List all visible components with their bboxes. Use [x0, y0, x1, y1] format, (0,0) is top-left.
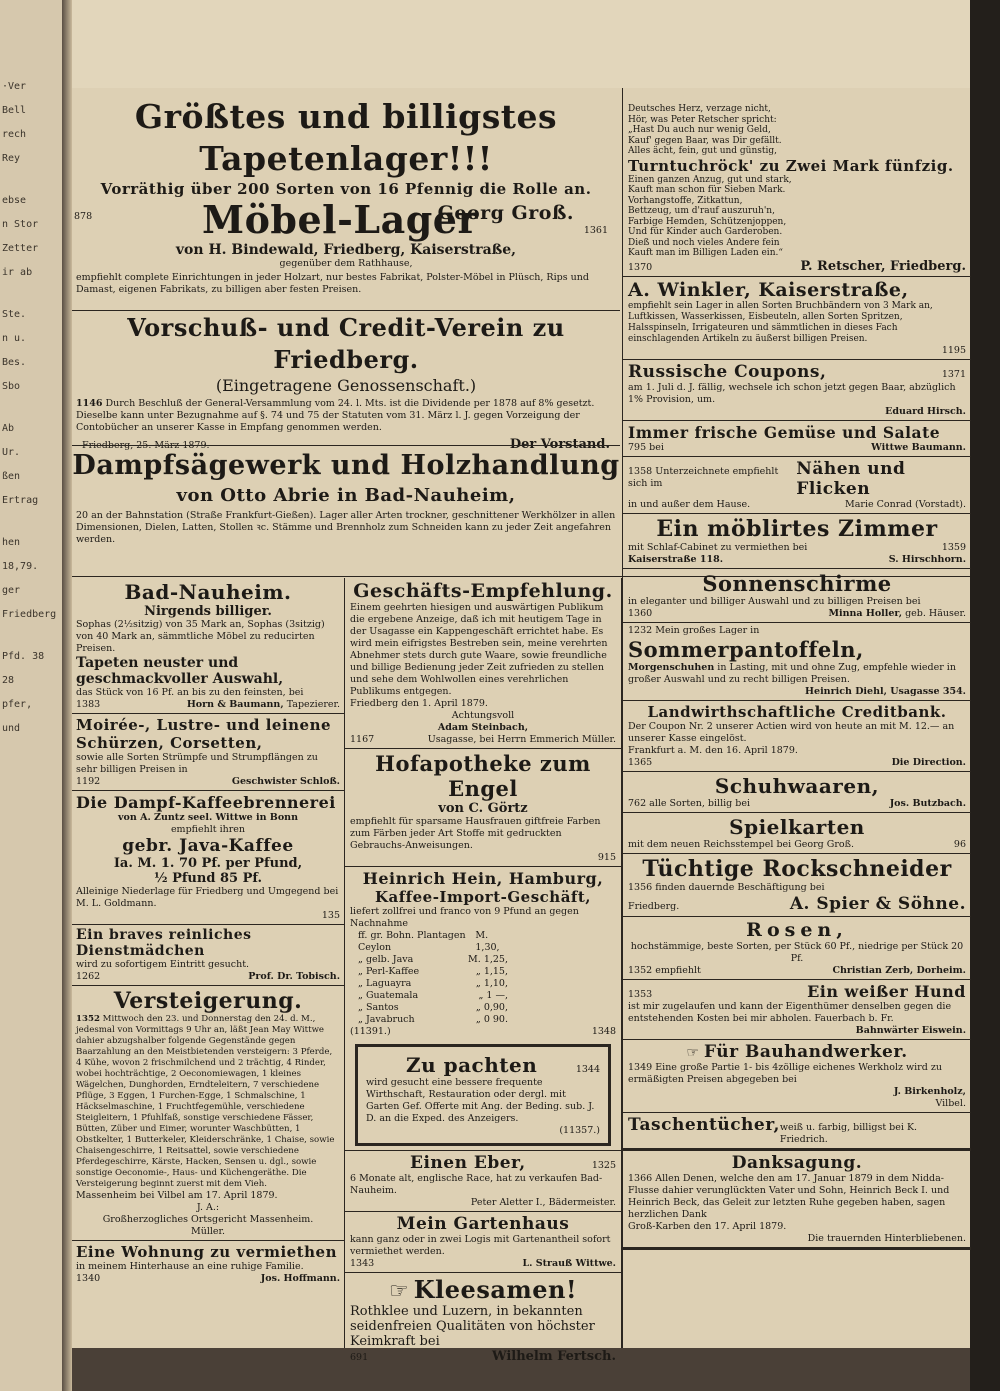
- pointing-hand-icon: ☞: [686, 1044, 699, 1061]
- left-page-text: Bell: [2, 105, 27, 116]
- ad-number: 691: [350, 1352, 369, 1363]
- price-item: „ Laguayra: [358, 978, 412, 989]
- left-page-text: ebse: [2, 195, 27, 206]
- ad-signature: Georg Groß.: [437, 202, 574, 224]
- ad-title: Spielkarten: [729, 814, 865, 839]
- ad-kaffeebrennerei: [72, 791, 344, 924]
- ad-number: 1232: [628, 624, 653, 636]
- ad-signature: Usagasse, bei Herrn Emmerich Müller.: [427, 734, 616, 745]
- ad-vorschussverein: [72, 312, 620, 452]
- ad-body: Mittwoch den 23. und Donnerstag den 24. d. M., jedesmal von Vormittags 9 Uhr an, läßt Jean May Wittwe dahier abzugshalber folgende Gegenstände gegen Baarzahlung an den Meistbietenden versteigern: 3 Pferde, 4 Kühe, wovon 2 frischmilchend und 2 trächtig, 4 Rinder, wobei hochträchtige, 2 Oeconomiewagen, 1 kleines Wägelchen, Dunghorden, Erndteleitern, 7 verschiedene Pflüge, 3 Eggen, 1 Furchen-Egge, 1 Schmalschine, 1 Häckselmaschine, 1 Fruchtfegemühle, verschiedene Steigleitern, 1 Pfuhlfaß, sonstige verschiedene Fässer, Bütten, Züber und Eimer, worunter Waschbütten, 1 Obstkelter, 1 Butterkeler, Kleiderschränke, 1 Chaise, sowie Chaisengeschirre, 1 Reitsattel, sowie verschiedene Pferdegeschirre, Kärste, Hacken, Sensen u. dgl., sowie sonstige Oeconomie-, Haus- und Küchengeräthe. Die Versteigerung beginnt zuerst mit dem Vieh.: [76, 1014, 335, 1189]
- ad-title: Russische Coupons,: [628, 361, 827, 382]
- left-page-edge: [0, 0, 62, 1391]
- ad-signature: L. Strauß Wittwe.: [522, 1258, 616, 1269]
- ad-retscher: [623, 88, 971, 276]
- price-list-row: [358, 1014, 508, 1026]
- ad-number: 1361: [583, 225, 608, 236]
- ad-date: Friedberg, 25. März 1879.: [82, 440, 210, 451]
- ad-eber: [345, 1151, 621, 1211]
- ad-title: Immer frische Gemüse und Salate: [628, 422, 941, 442]
- price-item: „ Javabruch: [358, 1014, 415, 1025]
- ad-poem: [628, 175, 966, 259]
- ad-title: Sonnenschirme: [702, 570, 892, 596]
- ad-body: Durch Beschluß der General-Versammlung vom 24. l. Mts. ist die Dividende per 1878 auf 8% gesetzt. Dieselbe kann unter Bezugnahme auf §. 74 und 75 der Statuten vom 31. März l. J. gegen Vorzeigung der Contobücher an unserer Kasse in Empfang genommen werden.: [76, 398, 595, 433]
- ad-heinrich-hein: [345, 867, 621, 1040]
- column-middle: [345, 578, 622, 1364]
- ad-subtitle: (Eingetragene Genossenschaft.): [215, 376, 477, 395]
- poem-line: Kauf' gegen Baar, was Dir gefällt.: [628, 135, 782, 146]
- ad-date: Friedberg den 1. April 1879.: [350, 698, 488, 709]
- ad-title: Tüchtige Rockschneider: [642, 855, 952, 882]
- poem-line: Hör, was Peter Retscher spricht:: [628, 114, 777, 125]
- ad-signature: Die Direction.: [891, 756, 966, 768]
- left-page-text: n u.: [2, 333, 27, 344]
- ad-signature: Horn & Baumann,: [186, 699, 284, 710]
- ad-subtitle: Vorräthig über 200 Sorten von 16 Pfennig die Rolle an.: [100, 180, 592, 198]
- price-item: „ Perl-Kaffee: [358, 966, 420, 977]
- ad-schuerzen: [72, 714, 344, 790]
- ad-number: 1195: [941, 344, 966, 356]
- ad-schuhwaaren: [623, 772, 971, 812]
- ad-body: Rothklee und Luzern, in bekannten seidenfreien Qualitäten von höchster Keimkraft bei: [350, 1304, 595, 1349]
- left-page-text: pfer,: [2, 699, 33, 710]
- ad-sonnenschirme: [623, 569, 971, 622]
- ad-signature: Bahnwärter Eiswein.: [855, 1024, 966, 1036]
- ad-number: 1167: [350, 734, 375, 745]
- left-page-text: Rey: [2, 153, 21, 164]
- ad-title: Eine Wohnung zu vermiethen: [76, 1243, 337, 1261]
- ad-number: 1356: [628, 881, 653, 893]
- ad-body: bei: [649, 441, 664, 453]
- left-page-text: Sbo: [2, 381, 21, 392]
- ad-body: am 1. Juli d. J. fällig, wechsele ich schon jetzt gegen Baar, abzüglich 1% Provision, um.: [628, 381, 956, 405]
- ad-number: 1192: [76, 776, 101, 787]
- ad-body: Alleinige Niederlage für Friedberg und Umgegend bei M. L. Goldmann.: [76, 886, 339, 909]
- ad-danksagung: [623, 1151, 971, 1247]
- price-list-row: [358, 954, 508, 966]
- price-list-row: [358, 978, 508, 990]
- ad-number: 1370: [628, 261, 653, 273]
- ad-body: an der Bahnstation (Straße Frankfurt-Gießen). Lager aller Arten trockner, geschnittener Werkhölzer in allen Dimensionen, Dielen, Latten, Stollen ꝛc. Stämme und Brennholz zum Schneiden kann zu jeder Zeit angefahren werden.: [76, 510, 616, 545]
- ad-versteigerung: [72, 986, 344, 1240]
- ad-signature: Achtungsvoll: [451, 710, 515, 721]
- ad-body: alle Sorten, billig bei: [649, 797, 750, 809]
- left-page-text: Bes.: [2, 357, 27, 368]
- ad-number: 1383: [76, 699, 101, 710]
- ad-number: 1146: [76, 398, 103, 409]
- price-item: „ Santos: [358, 1002, 399, 1013]
- ad-number: 1349: [628, 1061, 653, 1073]
- price-item: „ Guatemala: [358, 990, 419, 1001]
- ad-number: 20: [76, 510, 89, 521]
- ad-title: Sommerpantoffeln,: [628, 636, 864, 662]
- ad-price: ½ Pfund 85 Pf.: [153, 871, 263, 886]
- ad-poem: [628, 104, 966, 157]
- ad-body: in Lasting, mit und ohne Zug, empfehle wieder in großer Auswahl und zu recht billigen Preisen.: [628, 661, 956, 685]
- poem-line: Alles ächt, fein, gut und günstig,: [628, 146, 777, 156]
- left-page-text: n Stor: [2, 219, 39, 230]
- ad-number: 1262: [76, 971, 101, 982]
- ad-body: 6 Monate alt, englische Race, hat zu verkaufen Bad-Nauheim.: [350, 1173, 603, 1196]
- ad-reference: (11391.): [350, 1026, 391, 1037]
- ad-title: Landwirthschaftliche Creditbank.: [647, 702, 947, 721]
- ad-number: 1353: [628, 988, 653, 1000]
- ad-number: 96: [953, 838, 966, 850]
- ad-body: in eleganter und billiger Auswahl und zu billigen Preisen bei: [628, 595, 921, 607]
- left-page-text: Ab: [2, 423, 15, 434]
- ad-number: 1340: [76, 1273, 101, 1284]
- ad-rosen: [623, 917, 971, 979]
- ad-signature: A. Spier & Söhne.: [789, 893, 966, 914]
- ad-line: von H. Bindewald, Friedberg, Kaiserstraße,: [175, 242, 517, 258]
- poem-line: Dieß und noch vieles Andere fein: [628, 237, 780, 248]
- ad-signature: Christian Zerb, Dorheim.: [832, 964, 966, 976]
- ad-bauhandwerker: [623, 1040, 971, 1112]
- ad-title: Nähen und Flicken: [796, 458, 906, 499]
- ad-moebel: [72, 198, 620, 308]
- price-value: „ 0,90,: [475, 1002, 508, 1013]
- left-page-text: Ur.: [2, 447, 21, 458]
- ad-wohnung: [72, 1241, 344, 1287]
- ad-signature: P. Retscher, Friedberg.: [800, 258, 966, 274]
- ad-rockschneider: [623, 854, 971, 916]
- ad-signature: Heinrich Diehl, Usagasse 354.: [805, 685, 966, 697]
- ad-body: hochstämmige, beste Sorten, per Stück 60 Pf., niedrige per Stück 20 Pf.: [630, 940, 964, 964]
- ad-title: Schuhwaaren,: [714, 773, 880, 798]
- poem-line: Vorhangstoffe, Zitkattun,: [628, 195, 743, 206]
- left-page-text: ir ab: [2, 267, 33, 278]
- ad-signature: Jos. Hoffmann.: [260, 1273, 340, 1284]
- price-value: „ 0 90.: [475, 1014, 508, 1025]
- ad-number: 1343: [350, 1258, 375, 1269]
- ad-body: Eine große Partie 1- bis 4zöllige eichenes Werkholz wird zu ermäßigten Preisen abgegeben bei: [628, 1061, 942, 1085]
- price-value: M. 1,25,: [468, 954, 508, 965]
- ad-title: Versteigerung.: [113, 988, 303, 1014]
- ad-coupons: [623, 360, 971, 420]
- book-gutter: [62, 0, 72, 1391]
- ad-signature: Wilhelm Fertsch.: [491, 1349, 616, 1364]
- price-list-row: [358, 966, 508, 978]
- ad-number: 1371: [941, 368, 966, 380]
- ad-title: Bad-Nauheim.: [124, 580, 292, 604]
- ad-body: ist mir zugelaufen und kann der Eigenthümer denselben gegen die entstehenden Kosten bei mir abholen. Fauerbach b. Fr.: [628, 1000, 952, 1024]
- ad-body: empfiehlt für sparsame Hausfrauen giftfreie Farben zum Färben jeder Art Stoffe mit gedruckten Gebrauchs-Anweisungen.: [350, 816, 601, 851]
- ad-price: Ia. M. 1. 70 Pf. per Pfund,: [113, 856, 303, 871]
- book-cover-edge: [970, 0, 1000, 1391]
- ad-heading: gebr. Java-Kaffee: [122, 836, 294, 856]
- price-list-row: [358, 930, 508, 954]
- ad-line: von A. Zuntz seel. Wittwe in Bonn: [118, 812, 298, 823]
- ad-body: mit dem neuen Reichsstempel bei Georg Groß.: [628, 838, 854, 850]
- ad-number: 1352: [76, 1014, 100, 1024]
- ad-spielkarten: [623, 813, 971, 853]
- ad-body: Mein großes Lager in: [655, 624, 760, 636]
- ad-body: Allen Denen, welche den am 17. Januar 1879 in dem Nidda-Flusse dahier verunglückten Vater und Sohn, Heinrich Beck I. und Heinrich Beck, das Geleit zur letzten Ruhe gegeben haben, sagen herzlichen Dank: [628, 1172, 950, 1220]
- ad-gemuese: [623, 421, 971, 456]
- poem-line: Und für Kinder auch Garderoben.: [628, 227, 783, 237]
- ad-hofapotheke: [345, 749, 621, 866]
- poem-line: Kauft man im Billigen Laden ein.“: [628, 248, 783, 258]
- ad-body: in meinem Hinterhause an eine ruhige Familie.: [76, 1261, 304, 1272]
- ad-bad-nauheim: [72, 578, 344, 713]
- ad-body: Der Coupon Nr. 2 unserer Actien wird von heute an mit M. 12.— an unserer Kasse eingelöst.: [628, 720, 955, 744]
- ad-number: 1360: [628, 607, 653, 619]
- ad-body: liefert zollfrei und franco von 9 Pfund an gegen Nachnahme: [350, 906, 579, 929]
- left-page-text: Ertrag: [2, 495, 39, 506]
- left-page-text: Zetter: [2, 243, 39, 254]
- ad-signature: Jos. Butzbach.: [889, 797, 966, 809]
- ad-signature: Wittwe Baumann.: [871, 441, 966, 453]
- ad-heading: Tapeten neuster und geschmackvoller Auswahl,: [76, 655, 284, 687]
- ad-title: Taschentücher,: [628, 1114, 780, 1135]
- ad-number: 795: [628, 441, 647, 453]
- ad-heading: Morgenschuhen: [628, 661, 715, 673]
- ad-creditbank: [623, 701, 971, 771]
- ad-signature: Müller.: [190, 1226, 226, 1237]
- ad-signature: S. Hirschhorn.: [888, 553, 966, 565]
- ad-body: Sophas (2½sitzig) von 35 Mark an, Sophas (3sitzig) von 40 Mark an, sämmtliche Möbel zu reducirten Preisen.: [76, 619, 325, 654]
- ad-number: 135: [321, 910, 340, 921]
- column-left: [72, 578, 345, 1348]
- left-page-text: 28: [2, 675, 15, 686]
- price-value: „ 1,15,: [475, 966, 508, 977]
- ad-body: sowie alle Sorten Strümpfe und Strumpflängen zu sehr billigen Preisen in: [76, 752, 318, 775]
- column-right: [622, 88, 971, 1348]
- ad-number: 1348: [591, 1026, 616, 1037]
- left-page-text: 18,79.: [2, 561, 39, 572]
- left-page-fragments: [0, 0, 62, 736]
- ad-title: Zu pachten: [406, 1053, 538, 1077]
- ad-line: von Otto Abrie in Bad-Nauheim,: [176, 485, 516, 506]
- ad-title: Turntuchröck' zu Zwei Mark fünfzig.: [628, 156, 954, 175]
- ad-title: Ein braves reinliches Dienstmädchen: [76, 927, 252, 959]
- ad-zimmer: [623, 514, 971, 568]
- ad-date: Massenheim bei Vilbel am 17. April 1879.: [76, 1190, 278, 1201]
- ad-reference: (11357.): [559, 1125, 600, 1136]
- ad-signature: Großherzogliches Ortsgericht Massenheim.: [102, 1214, 314, 1225]
- ad-title: Ein möblirtes Zimmer: [656, 515, 938, 542]
- poem-line: Kauft man schon für Sieben Mark.: [628, 185, 786, 195]
- ad-number: 915: [597, 852, 616, 863]
- poem-line: Einen ganzen Anzug, gut und stark,: [628, 174, 792, 185]
- ad-signature: Marie Conrad (Vorstadt).: [845, 498, 966, 510]
- ad-signature: Die trauernden Hinterbliebenen.: [807, 1232, 966, 1244]
- left-page-text: Friedberg: [2, 609, 57, 620]
- ad-title: Kleesamen!: [413, 1275, 578, 1304]
- ad-title: Vorschuß- und Credit-Verein zu Friedberg.: [127, 313, 565, 374]
- ad-title: Heinrich Hein, Hamburg,: [362, 869, 604, 888]
- ad-signature: J. A.:: [196, 1202, 220, 1213]
- ad-line: von C. Görtz: [438, 801, 528, 816]
- left-page-text: ßen: [2, 471, 21, 482]
- price-list-row: [358, 1002, 508, 1014]
- ad-body: empfiehlt complete Einrichtungen in jeder Holzart, nur bestes Fabrikat, Polster-Möbel in Plüsch, Rips und Damast, eigenen Fabrikats, zu billigen aber festen Preisen.: [76, 272, 589, 295]
- ad-naehen: [623, 457, 971, 513]
- poem-line: Bettzeug, um d'rauf auszuruh'n,: [628, 206, 775, 216]
- ad-title: A. Winkler, Kaiserstraße,: [628, 278, 909, 301]
- ad-address: Kaiserstraße 118.: [628, 553, 724, 565]
- poem-line: „Hast Du auch nur wenig Geld,: [628, 125, 771, 135]
- ad-body: weiß u. farbig, billigst bei K. Friedrich.: [779, 1121, 918, 1145]
- pointing-hand-icon: ☞: [388, 1279, 409, 1304]
- ad-title: Geschäfts-Empfehlung.: [353, 580, 613, 602]
- price-value: „ 1,10,: [475, 978, 508, 989]
- ad-title: Für Bauhandwerker.: [703, 1041, 908, 1062]
- ad-title: Danksagung.: [731, 1152, 863, 1173]
- ad-zu-pachten: [355, 1044, 611, 1146]
- page-top-margin: [72, 0, 970, 88]
- left-page-text: hen: [2, 537, 21, 548]
- ad-signature: Peter Aletter I., Bädermeister.: [470, 1197, 616, 1208]
- ad-signature-note: Vilbel.: [935, 1097, 966, 1109]
- ad-body: wird zu sofortigem Eintritt gesucht.: [76, 959, 250, 970]
- ad-date: Groß-Karben den 17. April 1879.: [628, 1220, 787, 1232]
- ad-line: gegenüber dem Rathhause,: [279, 258, 413, 269]
- left-page-text: und: [2, 723, 21, 734]
- ad-dienstmaedchen: [72, 925, 344, 985]
- ad-number: 1358: [628, 465, 653, 477]
- ad-title: Die Dampf-Kaffeebrennerei: [76, 793, 336, 812]
- ad-number: 1359: [941, 541, 966, 553]
- ad-signature: Geschwister Schloß.: [231, 776, 340, 787]
- ad-title: Moirée-, Lustre- und leinene Schürzen, Corsetten,: [76, 716, 332, 752]
- ad-line: empfiehlt ihren: [170, 824, 246, 835]
- ad-subtitle: Nirgends billiger.: [144, 604, 272, 619]
- ad-number: 762: [628, 797, 647, 809]
- ad-body: empfiehlt: [655, 964, 701, 976]
- ad-title: Mein Gartenhaus: [396, 1214, 570, 1234]
- left-page-text: ger: [2, 585, 21, 596]
- ad-body: in und außer dem Hause.: [628, 498, 751, 510]
- ad-title: Dampfsägewerk und Holzhandlung: [72, 450, 620, 481]
- left-page-text: Ste.: [2, 309, 27, 320]
- ad-geschaefts-empfehlung: [345, 578, 621, 748]
- ad-body: das Stück von 16 Pf. an bis zu den feinsten, bei: [76, 687, 304, 698]
- ad-sommerpantoffeln: [623, 623, 971, 700]
- ad-body: wird gesucht eine bessere frequente Wirthschaft, Restauration oder dergl. mit Garten Gef. Offerte mit Ang. der Beding. sub. J. D. an die Exped. des Anzeigers.: [366, 1077, 595, 1124]
- ad-body: Unterzeichnete empfiehlt sich im: [628, 465, 779, 489]
- ad-gartenhaus: [345, 1212, 621, 1272]
- ad-signature: J. Birkenholz,: [893, 1085, 966, 1097]
- price-list-row: [358, 990, 508, 1002]
- poem-line: Deutsches Herz, verzage nicht,: [628, 104, 771, 114]
- price-list: [350, 930, 508, 1026]
- ad-signature-note: Tapezierer.: [286, 699, 340, 710]
- price-item: „ gelb. Java: [358, 954, 414, 965]
- ad-number: 1325: [591, 1160, 616, 1171]
- ad-signature: Eduard Hirsch.: [885, 405, 966, 417]
- price-value: „ 1 —,: [478, 990, 508, 1001]
- ad-dampfsaegewerk: [72, 447, 620, 575]
- ad-number: 1344: [575, 1064, 600, 1075]
- ad-title: Einen Eber,: [410, 1153, 526, 1173]
- ad-body: Einem geehrten hiesigen und auswärtigen Publikum die ergebene Anzeige, daß ich mit heutigem Tage in der Usagasse ein Kappengeschäft errichtet habe. Es wird mein eifrigstes Bestreben sein, meine verehrten Abnehmer stets durch gute Waare, sowie freundliche und billige Bedienung jeder Zeit zufrieden zu stellen und sehe dem Wohlwollen eines verehrlichen Publikums entgegen.: [350, 602, 608, 697]
- ad-body: empfiehlt sein Lager in allen Sorten Bruchbändern von 3 Mark an, Luftkissen, Wasserkissen, Eisbeuteln, allen Sorten Spritzen, Halsspinseln, Irrigateuren und sämmtlichen in dieses Fach einschlagenden Artikeln zu äußerst billigen Preisen.: [628, 300, 933, 344]
- newspaper-page: [72, 88, 970, 1364]
- ad-number: 1366: [628, 1172, 653, 1184]
- ad-winkler: [623, 277, 971, 359]
- left-page-text: ·Ver: [2, 81, 27, 92]
- ad-kleesamen: [345, 1273, 621, 1366]
- ad-number: 1365: [628, 756, 653, 768]
- ad-title: Ein weißer Hund: [807, 981, 966, 1001]
- left-page-text: rech: [2, 129, 27, 140]
- ad-body: mit Schlaf-Cabinet zu vermiethen bei: [628, 541, 808, 553]
- ad-body: finden dauernde Beschäftigung bei: [655, 881, 825, 893]
- ad-number: 878: [74, 211, 93, 222]
- ad-signature: Minna Holler,: [828, 607, 903, 619]
- ad-signature-note: geb. Häuser.: [905, 607, 966, 619]
- ad-body: kann ganz oder in zwei Logis mit Gartenantheil sofort vermiethet werden.: [350, 1234, 611, 1257]
- ad-heading: Kaffee-Import-Geschäft,: [374, 888, 592, 906]
- ad-title: Rosen,: [746, 918, 848, 941]
- poem-line: Farbige Hemden, Schützenjoppen,: [628, 216, 787, 227]
- ad-date: Frankfurt a. M. den 16. April 1879.: [628, 744, 798, 756]
- ad-number: 1352: [628, 964, 653, 976]
- ad-signature: Adam Steinbach,: [437, 722, 529, 733]
- ad-weisser-hund: [623, 980, 971, 1039]
- price-item: ff. gr. Bohn. Plantagen Ceylon: [358, 930, 466, 953]
- left-page-text: Pfd. 38: [2, 651, 45, 662]
- ad-signature: Prof. Dr. Tobisch.: [248, 971, 340, 982]
- ad-title: Möbel-Lager: [202, 197, 478, 242]
- ad-title: Hofapotheke zum Engel: [375, 751, 591, 801]
- ad-taschentuecher: [623, 1113, 971, 1148]
- price-value: M. 1,30,: [475, 930, 500, 953]
- ad-title: Größtes und billigstes Tapetenlager!!!: [134, 97, 558, 178]
- ad-signature: Der Vorstand.: [509, 437, 610, 452]
- ad-place: Friedberg.: [628, 900, 680, 912]
